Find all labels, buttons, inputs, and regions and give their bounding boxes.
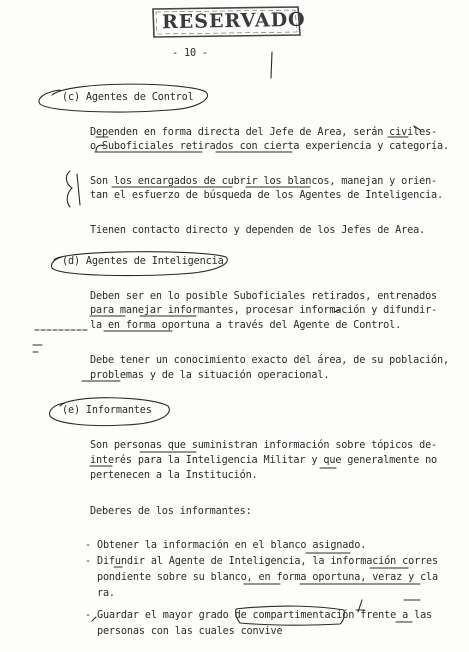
section-d-p2-line2: problemas y de la situación operacional. bbox=[90, 370, 330, 381]
page-number: - 10 - bbox=[172, 48, 208, 59]
duty-item-2-line1: - Difundir al Agente de Inteligencia, la información corres bbox=[85, 556, 439, 567]
duty-item-2-line3: ra. bbox=[85, 588, 115, 599]
section-d-p1-line3: la en forma oportuna a través del Agente de Control. bbox=[90, 320, 402, 331]
section-e-heading: (e) Informantes bbox=[62, 405, 152, 416]
section-e-p1-line1: Son personas que suministran información sobre tópicos de- bbox=[90, 440, 438, 451]
duties-title: Deberes de los informantes: bbox=[90, 506, 252, 517]
section-c-heading: (c) Agentes de Control bbox=[62, 92, 194, 103]
section-e-p1-line3: pertenecen a la Institución. bbox=[90, 470, 258, 481]
section-d-heading: (d) Agentes de Inteligencia bbox=[62, 256, 224, 267]
section-c-p2-line2: tan el esfuerzo de búsqueda de los Agentes de Inteligencia. bbox=[90, 190, 444, 201]
section-d-p2-line1: Debe tener un conocimiento exacto del área, de su población, bbox=[90, 355, 450, 366]
section-d-p1-line1: Deben ser en lo posible Suboficiales retirados, entrenados bbox=[90, 291, 438, 302]
section-e-p1-line2: interés para la Inteligencia Militar y que generalmente no bbox=[90, 455, 438, 466]
duty-item-3-line1: - Guardar el mayor grado de compartimentación frente a las bbox=[85, 610, 433, 621]
duty-item-2-line2: pondiente sobre su blanco, en forma oportuna, veraz y cla bbox=[85, 572, 439, 583]
stamp-text: RESERVADO bbox=[161, 8, 306, 34]
section-c-p1-line2: o Suboficiales retirados con cierta experiencia y categoría. bbox=[90, 141, 450, 152]
section-d-p1-line2: para manejar informantes, procesar información y difundir- bbox=[90, 305, 438, 316]
section-c-p3: Tienen contacto directo y dependen de los Jefes de Area. bbox=[90, 225, 426, 236]
duty-item-1: - Obtener la información en el blanco asignado. bbox=[85, 540, 367, 551]
classification-stamp bbox=[150, 6, 306, 38]
section-c-p1-line1: Dependen en forma directa del Jefe de Area, serán civiles- bbox=[90, 127, 438, 138]
section-c-p2-line1: Son los encargados de cubrir los blancos, manejan y orien- bbox=[90, 176, 438, 187]
duty-item-3-line2: personas con las cuales convive bbox=[85, 626, 283, 637]
